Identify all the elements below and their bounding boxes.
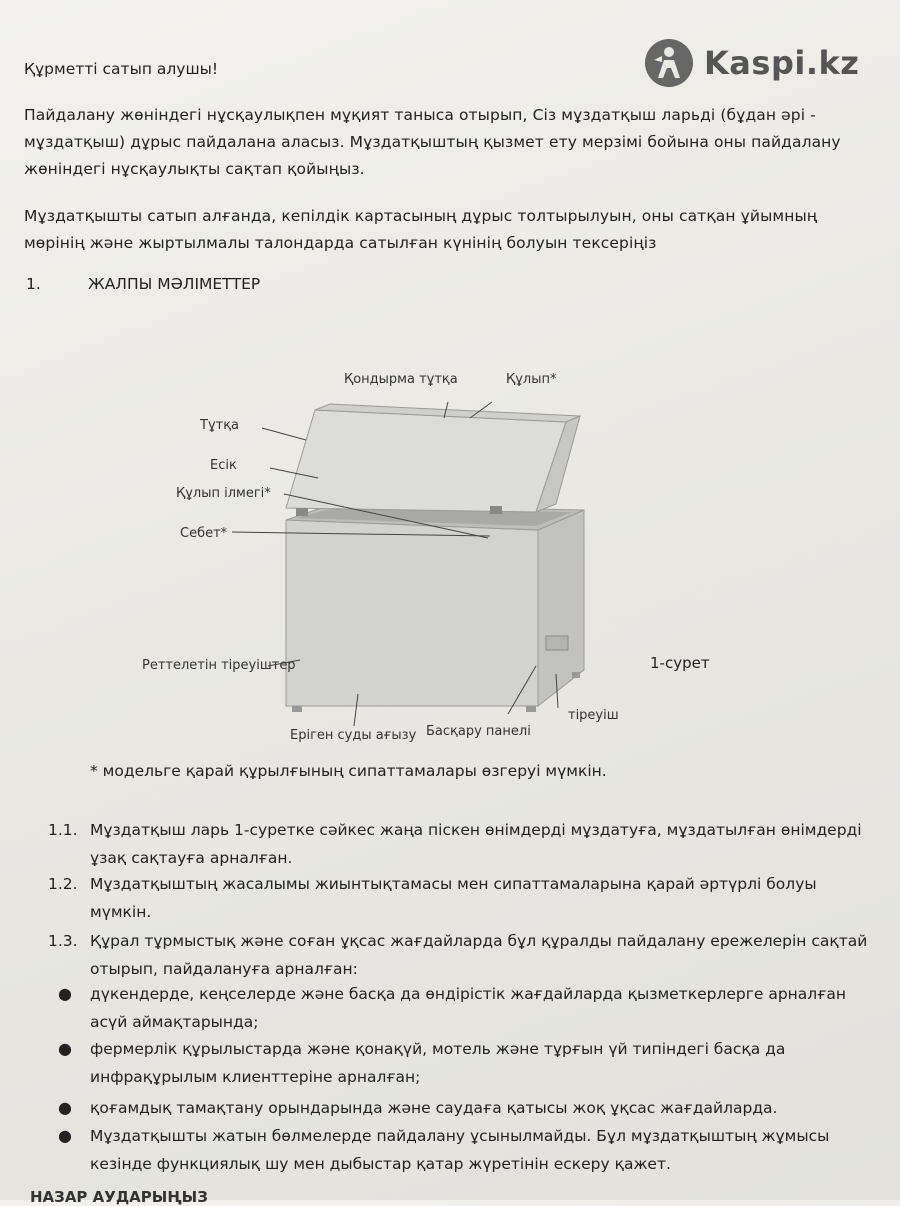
item-number: 1.1.: [48, 821, 78, 839]
bullet-line: асүй аймақтарында;: [90, 1013, 259, 1031]
bottom-cut-heading: НАЗАР АУДАРЫҢЫЗ: [30, 1188, 208, 1206]
bullet-icon: ●: [58, 984, 72, 1003]
paragraph-line: жөніндегі нұсқаулықты сақтап қойыңыз.: [24, 160, 365, 178]
kaspi-logo-icon: [644, 38, 694, 88]
bullet-icon: ●: [58, 1126, 72, 1145]
item-line: мүмкін.: [90, 903, 152, 921]
list-item: [0, 870, 900, 926]
bullet-line: фермерлік құрылыстарда және қонақүй, мотель және тұрғын үй типіндегі басқа да: [90, 1040, 786, 1058]
logo-text: Kaspi.kz: [704, 44, 860, 82]
bullet-icon: ●: [58, 1039, 72, 1058]
list-item: [0, 927, 900, 983]
paragraph-line: Мұздатқышты сатып алғанда, кепілдік картасының дұрыс толтырылуын, оны сатқан ұйымның: [24, 207, 818, 225]
section-number: 1.: [26, 275, 41, 293]
label-lock: Құлып*: [506, 372, 557, 387]
bullet-line: қоғамдық тамақтану орындарында және саудаға қатысы жоқ ұқсас жағдайларда.: [90, 1099, 778, 1117]
bullet-item: [0, 1035, 900, 1091]
section-title: ЖАЛПЫ МӘЛІМЕТТЕР: [88, 275, 261, 293]
item-line: отырып, пайдалануға арналған:: [90, 960, 358, 978]
figure-caption: 1-сурет: [650, 654, 710, 672]
item-number: 1.3.: [48, 932, 78, 950]
bullet-text: [90, 1035, 892, 1091]
item-line: Мұздатқыш ларь 1-суретке сәйкес жаңа піскен өнімдерді мұздатуға, мұздатылған өнімдерді: [90, 821, 862, 839]
label-basket: Себет*: [180, 526, 228, 541]
kaspi-logo: [644, 38, 859, 88]
paragraph-line: мөрінің және жыртылмалы талондарда сатылған күнінің болуын тексеріңіз: [24, 234, 657, 252]
label-door: Есік: [210, 458, 237, 473]
greeting: Құрметті сатып алушы!: [24, 60, 219, 78]
bullet-line: Мұздатқышты жатын бөлмелерде пайдалану ұсынылмайды. Бұл мұздатқыштың жұмысы: [90, 1127, 830, 1145]
paragraph-line: Пайдалану жөніндегі нұсқаулықпен мұқият таныса отырып, Сіз мұздатқыш ларьді (бұдан әрі -: [24, 106, 816, 124]
bullet-item: [0, 1122, 900, 1178]
freezer-illustration: [0, 360, 900, 760]
intro-paragraph: [24, 102, 874, 183]
item-text: [90, 870, 892, 926]
list-item: [0, 816, 900, 872]
bullet-icon: ●: [58, 1098, 72, 1117]
bullet-text: [90, 1122, 892, 1178]
item-line: Құрал тұрмыстық және соған ұқсас жағдайларда бұл құралды пайдалану ережелерін сақтай: [90, 932, 868, 950]
item-text: [90, 816, 892, 872]
item-line: ұзақ сақтауға арналған.: [90, 849, 293, 867]
item-number: 1.2.: [48, 875, 78, 893]
label-drain: Еріген суды ағызу: [290, 728, 417, 743]
bullet-line: инфрақұрылым клиенттеріне арналған;: [90, 1068, 421, 1086]
label-adjustable-feet: Реттелетін тіреуіштер: [142, 658, 296, 673]
bullet-text: [90, 980, 892, 1036]
bullet-text: [90, 1094, 892, 1122]
bullet-line: кезінде функциялық шу мен дыбыстар қатар жүретінін ескеру қажет.: [90, 1155, 671, 1173]
label-lock-loop: Құлып ілмегі*: [176, 486, 271, 501]
item-text: [90, 927, 892, 983]
bullet-line: дүкендерде, кеңселерде және басқа да өндірістік жағдайларда қызметкерлерге арналған: [90, 985, 846, 1003]
bullet-item: [0, 1094, 900, 1122]
warranty-paragraph: [24, 203, 874, 257]
label-handle: Тұтқа: [200, 418, 240, 433]
model-note: * модельге қарай құрылғының сипаттамалары өзгеруі мүмкін.: [90, 762, 607, 780]
paragraph-line: мұздатқыш) дұрыс пайдалана аласыз. Мұздатқыштың қызмет ету мерзімі бойына оны пайдалану: [24, 133, 841, 151]
item-line: Мұздатқыштың жасалымы жиынтықтамасы мен сипаттамаларына қарай әртүрлі болуы: [90, 875, 817, 893]
bullet-item: [0, 980, 900, 1036]
label-support: тіреуіш: [568, 708, 619, 723]
label-hinge: Қондырма тұтқа: [344, 372, 458, 387]
label-control-panel: Басқару панелі: [426, 724, 531, 739]
